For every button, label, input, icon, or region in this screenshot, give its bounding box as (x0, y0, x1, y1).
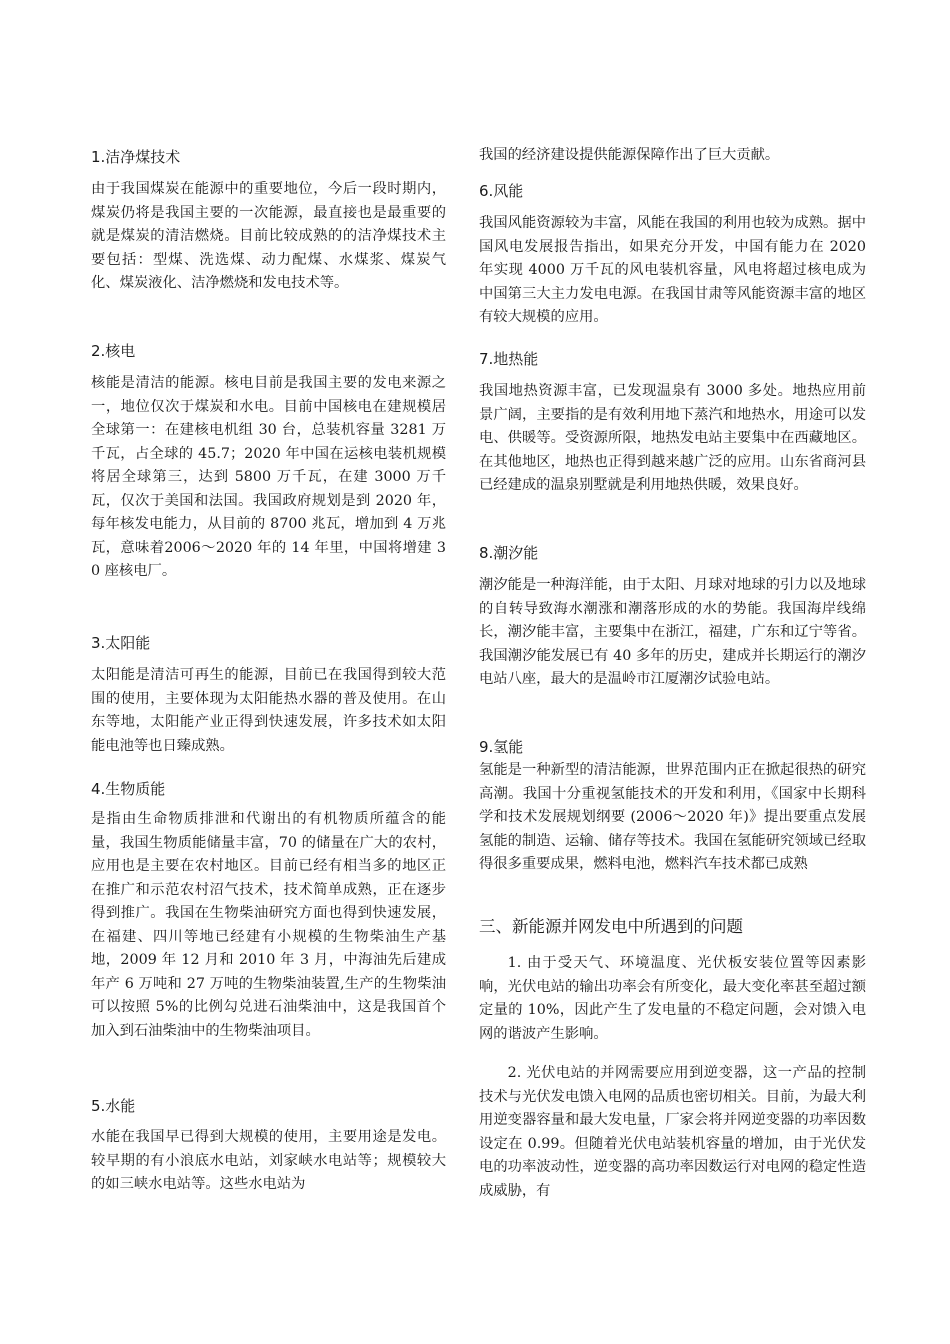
heading-wind: 6.风能 (479, 182, 524, 200)
paragraph-problem-2: 2. 光伏电站的并网需要应用到逆变器，这一产品的控制技术与光伏发电馈入电网的品质也密切相关。目前，为最大利用逆变器容量和最大发电量，厂家会将并网逆变器的功率因数设定在 0.99。但随着光伏电站装机容量的增加，由于光伏发电的功率波动性，逆变器的高功率因数运行对电网的稳定性造成威胁，有 (479, 1065, 866, 1199)
heading-biomass: 4.生物质能 (91, 780, 166, 798)
heading-tidal: 8.潮汐能 (479, 544, 539, 562)
paragraph-tidal: 潮汐能是一种海洋能，由于太阳、月球对地球的引力以及地球的自转导致海水潮涨和潮落形成的水的势能。我国海岸线绵长，潮汐能丰富，主要集中在浙江，福建，广东和辽宁等省。我国潮汐能发展已有 40 多年的历史，建成并长期运行的潮汐电站八座，最大的是温岭市江厦潮汐试验电站。 (479, 577, 866, 687)
paragraph-hydrogen: 氢能是一种新型的清洁能源，世界范围内正在掀起很热的研究高潮。我国十分重视氢能技术的开发和利用，《国家中长期科学和技术发展规划纲要 (2006～2020 年)》提出要重点发展氢能的制造、运输、储存等技术。我国在氢能研究领域已经取得很多重要成果，燃料电池，燃料汽车技术都已成熟 (479, 762, 866, 872)
paragraph-nuclear: 核能是清洁的能源。核电目前是我国主要的发电来源之一，地位仅次于煤炭和水电。目前中国核电在建规模居全球第一：在建核电机组 30 台，总装机容量 3281 万千瓦，占全球的 45.7；2020 年中国在运核电装机规模将居全球第三，达到 5800 万千瓦，在建 3000 万千瓦，仅次于美国和法国。我国政府规划是到 2020 年，每年核发电能力，从目前的 8700 兆瓦，增加到 4 万兆瓦，意味着2006～2020 年的 14 年里，中国将增建 30 座核电厂。 (91, 375, 446, 579)
heading-geothermal: 7.地热能 (479, 350, 539, 368)
heading-hydrogen: 9.氢能 (479, 738, 524, 756)
paragraph-solar: 太阳能是清洁可再生的能源，目前已在我国得到较大范围的使用，主要体现为太阳能热水器的普及使用。在山东等地，太阳能产业正得到快速发展，许多技术如太阳能电池等也日臻成熟。 (91, 667, 446, 754)
paragraph-wind: 我国风能资源较为丰富，风能在我国的利用也较为成熟。据中国风电发展报告指出，如果充分开发，中国有能力在 2020 年实现 4000 万千瓦的风电装机容量，风电将超过核电成为中国第三大主力发电电源。在我国甘肃等风能资源丰富的地区有较大规模的应用。 (479, 215, 866, 325)
section-title-grid-problems: 三、新能源并网发电中所遇到的问题 (479, 917, 743, 936)
paragraph-geothermal: 我国地热资源丰富，已发现温泉有 3000 多处。地热应用前景广阔，主要指的是有效利用地下蒸汽和地热水，用途可以发电、供暖等。受资源所限，地热发电站主要集中在西藏地区。在其他地区，地热也正得到越来越广泛的应用。山东省商河县已经建成的温泉别墅就是利用地热供暖，效果良好。 (479, 383, 866, 493)
heading-nuclear: 2.核电 (91, 342, 136, 360)
heading-hydro: 5.水能 (91, 1097, 136, 1115)
paragraph-biomass: 是指由生命物质排泄和代谢出的有机物质所蕴含的能量，我国生物质能储量丰富，70 的储量在广大的农村，应用也是主要在农村地区。目前已经有相当多的地区正在推广和示范农村沼气技术，技术简单成熟，正在逐步得到推广。我国在生物柴油研究方面也得到快速发展，在福建、四川等地已经建有小规模的生物柴油生产基地，2009 年 12 月和 2010 年 3 月，中海油先后建成年产 6 万吨和 27 万吨的生物柴油装置,生产的生物柴油可以按照 5%的比例勾兑进石油柴油中，这是我国首个加入到石油柴油中的生物柴油项目。 (91, 811, 446, 1039)
paragraph-problem-1: 1. 由于受天气、环境温度、光伏板安装位置等因素影响，光伏电站的输出功率会有所变化，最大变化率甚至超过额定量的 10%，因此产生了发电量的不稳定问题，会对馈入电网的谐波产生影响。 (479, 955, 866, 1042)
heading-clean-coal: 1.洁净煤技术 (91, 148, 181, 166)
paragraph-clean-coal: 由于我国煤炭在能源中的重要地位，今后一段时期内，煤炭仍将是我国主要的一次能源，最直接也是最重要的就是煤炭的清洁燃烧。目前比较成熟的的洁净煤技术主要包括：型煤、洗选煤、动力配煤、水煤浆、煤炭气化、煤炭液化、洁净燃烧和发电技术等。 (91, 181, 446, 291)
paragraph-hydro: 水能在我国早已得到大规模的使用，主要用途是发电。较早期的有小浪底水电站，刘家峡水电站等；规模较大的如三峡水电站等。这些水电站为 (91, 1129, 446, 1192)
heading-solar: 3.太阳能 (91, 634, 151, 652)
paragraph-hydro-continued: 我国的经济建设提供能源保障作出了巨大贡献。 (479, 147, 780, 163)
